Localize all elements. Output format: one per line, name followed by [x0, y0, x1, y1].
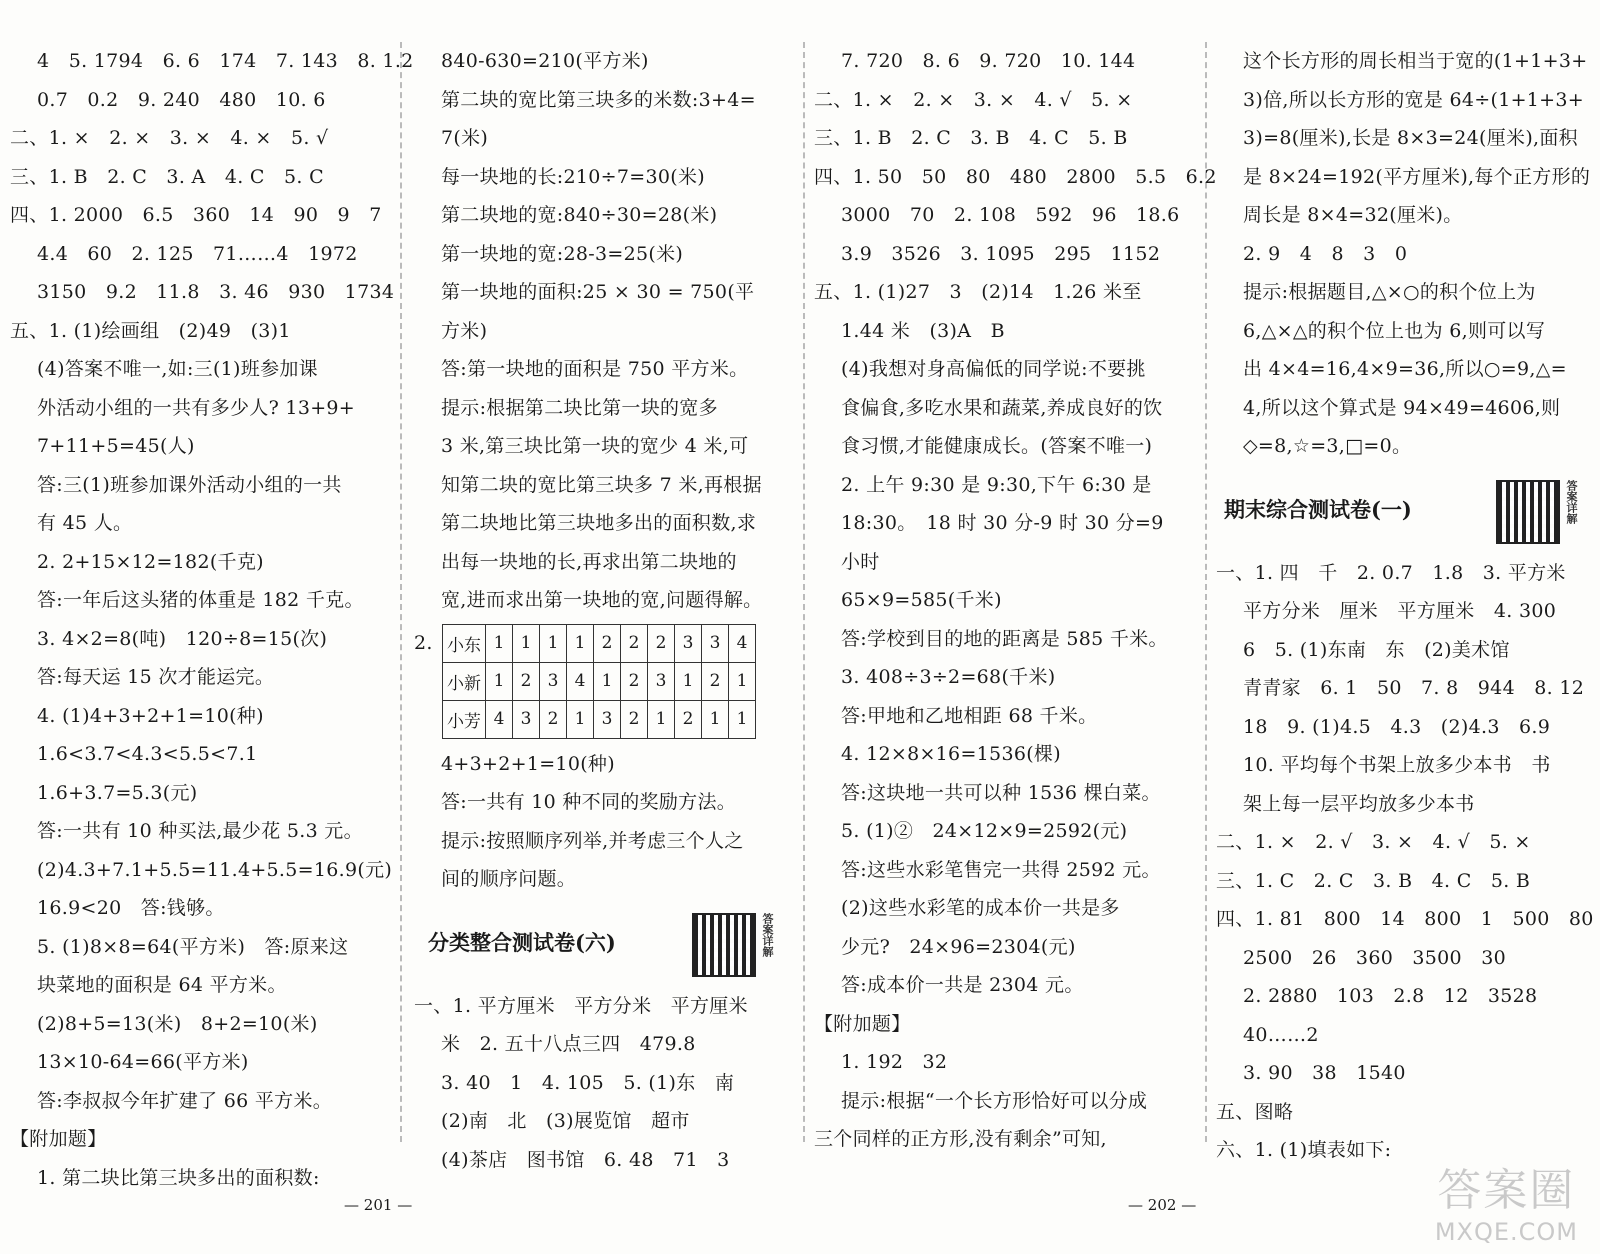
text-line: 4 5. 1794 6. 6 174 7. 143 8. 1.2	[37, 50, 414, 72]
text-line: 提示:根据第二块比第一块的宽多	[441, 396, 718, 419]
table-cell: 1	[486, 624, 513, 662]
text-line: 3)=8(厘米),长是 8×3=24(厘米),面积	[1243, 127, 1578, 149]
table-cell: 3	[648, 662, 675, 700]
text-line: 3150 9.2 11.8 3. 46 930 1734	[37, 281, 395, 303]
table-cell: 3	[513, 700, 540, 738]
text-line: 1.44 米 (3)A B	[841, 319, 1005, 342]
watermark-logo: 答案圈	[1437, 1165, 1576, 1216]
table-cell: 1	[702, 700, 729, 738]
text-line: 五、1. (1)绘画组 (2)49 (3)1	[10, 319, 291, 342]
section-title-text: 期末综合测试卷(一)	[1224, 496, 1412, 522]
column-divider	[803, 42, 805, 1142]
text-line: 架上每一层平均放多少本书	[1243, 792, 1475, 815]
text-line: 4,所以这个算式是 94×49=4606,则	[1243, 396, 1561, 419]
text-line: 1. 192 32	[841, 1051, 948, 1073]
table-row-header: 小东	[443, 624, 486, 662]
text-line: 18 9. (1)4.5 4.3 (2)4.3 6.9	[1243, 715, 1551, 738]
text-line: 1. 第二块比第三块多出的面积数:	[37, 1166, 320, 1189]
text-line: 少元? 24×96=2304(元)	[841, 935, 1076, 958]
table-cell: 4	[729, 624, 756, 662]
table-cell: 3	[594, 700, 621, 738]
text-line: 这个长方形的周长相当于宽的(1+1+3+	[1243, 50, 1588, 72]
table-cell: 4	[567, 662, 594, 700]
text-line: 第二块的宽比第三块多的米数:3+4=	[441, 88, 756, 111]
table-cell: 1	[513, 624, 540, 662]
text-line: 3. 40 1 4. 105 5. (1)东 南	[441, 1071, 735, 1094]
column-divider	[400, 42, 402, 1142]
text-line: 外活动小组的一共有多少人? 13+9+	[37, 396, 356, 419]
text-line: 提示:按照顺序列举,并考虑三个人之	[441, 829, 744, 852]
text-line: 840-630=210(平方米)	[441, 50, 649, 72]
table-cell: 3	[702, 624, 729, 662]
text-line: 小时	[841, 550, 880, 573]
text-line: 答:三(1)班参加课外活动小组的一共	[37, 473, 342, 496]
text-line: 食偏食,多吃水果和蔬菜,养成良好的饮	[841, 396, 1163, 419]
text-line: 周长是 8×4=32(厘米)。	[1243, 204, 1463, 226]
text-line: 3000 70 2. 108 592 96 18.6	[841, 204, 1180, 226]
text-line: 答:这块地一共可以种 1536 棵白菜。	[841, 781, 1161, 804]
table-cell: 2	[594, 624, 621, 662]
text-line: 1.6<3.7<4.3<5.5<7.1	[37, 743, 258, 765]
table-cell: 1	[648, 700, 675, 738]
text-line: 答:李叔叔今年扩建了 66 平方米。	[37, 1089, 333, 1112]
table-cell: 1	[594, 662, 621, 700]
page-number-left: — 201 —	[344, 1196, 413, 1214]
text-line: 7+11+5=45(人)	[37, 435, 195, 457]
table-cell: 3	[675, 624, 702, 662]
text-line: 答:这些水彩笔售完一共得 2592 元。	[841, 858, 1161, 881]
column-4	[1216, 42, 1600, 1170]
text-line: 40……2	[1243, 1023, 1319, 1046]
page-number-right: — 202 —	[1128, 1196, 1197, 1214]
text-line: 3. 4×2=8(吨) 120÷8=15(次)	[37, 627, 328, 650]
text-line: 有 45 人。	[37, 512, 133, 534]
text-line: 平方分米 厘米 平方厘米 4. 300	[1243, 600, 1557, 622]
text-line: 【附加题】	[10, 1128, 107, 1150]
text-line: 2. 2+15×12=182(千克)	[37, 550, 264, 573]
text-line: 三、1. B 2. C 3. B 4. C 5. B	[814, 127, 1128, 149]
text-line: 6 5. (1)东南 东 (2)美术馆	[1243, 638, 1510, 661]
section-title-final	[1216, 466, 1600, 554]
table-cell: 2	[621, 662, 648, 700]
table-cell: 1	[729, 662, 756, 700]
text-line: 4. 12×8×16=1536(棵)	[841, 743, 1061, 765]
text-line: 一、1. 平方厘米 平方分米 平方厘米	[414, 994, 748, 1017]
text-line: 间的顺序问题。	[441, 868, 577, 890]
text-line: 答:一年后这头猪的体重是 182 千克。	[37, 589, 364, 611]
text-line: 出每一块地的长,再求出第二块地的	[441, 550, 737, 573]
column-divider	[1205, 42, 1207, 1142]
table-question-number: 2.	[414, 631, 433, 654]
text-line: 第二块地比第三块地多出的面积数,求	[441, 512, 757, 534]
table-row-header: 小芳	[443, 700, 486, 738]
text-line: 3. 408÷3÷2=68(千米)	[841, 666, 1056, 688]
text-line: 4.4 60 2. 125 71……4 1972	[37, 242, 358, 265]
text-line: 四、1. 2000 6.5 360 14 90 9 7	[10, 204, 382, 226]
reward-table-block	[414, 624, 790, 739]
text-line: 18:30。 18 时 30 分-9 时 30 分=9	[841, 512, 1164, 534]
text-line: (2)4.3+7.1+5.5=11.4+5.5=16.9(元)	[37, 858, 393, 881]
text-line: (2)8+5=13(米) 8+2=10(米)	[37, 1012, 318, 1035]
text-line: 每一块地的长:210÷7=30(米)	[441, 165, 705, 188]
text-line: 答:成本价一共是 2304 元。	[841, 974, 1084, 996]
text-line: 第一块地的面积:25 × 30 = 750(平	[441, 281, 755, 303]
text-line: 0.7 0.2 9. 240 480 10. 6	[37, 88, 326, 111]
text-line: 答:甲地和乙地相距 68 千米。	[841, 704, 1098, 727]
section-title-6	[414, 899, 790, 987]
text-line: 3.9 3526 3. 1095 295 1152	[841, 242, 1161, 265]
watermark	[1435, 1154, 1578, 1246]
qr-code-icon[interactable]	[1496, 480, 1560, 544]
table-cell: 1	[567, 624, 594, 662]
text-line: 是 8×24=192(平方厘米),每个正方形的	[1243, 165, 1591, 188]
text-line: 3 米,第三块比第一块的宽少 4 米,可	[441, 435, 749, 457]
text-line: 三、1. B 2. C 3. A 4. C 5. C	[10, 165, 324, 188]
text-line: 2. 9 4 8 3 0	[1243, 242, 1408, 265]
table-row	[443, 662, 756, 700]
table-cell: 4	[486, 700, 513, 738]
text-line: 二、1. × 2. × 3. × 4. √ 5. ×	[814, 88, 1133, 111]
text-line: 6,△×△的积个位上也为 6,则可以写	[1243, 319, 1546, 342]
qr-label: 答案详解	[1565, 479, 1578, 524]
text-line: 65×9=585(千米)	[841, 589, 1002, 611]
table-cell: 1	[486, 662, 513, 700]
text-line: 2. 2880 103 2.8 12 3528	[1243, 985, 1538, 1007]
text-line: 五、图略	[1216, 1100, 1294, 1123]
text-line: 答:每天运 15 次才能运完。	[37, 666, 275, 688]
table-cell: 2	[621, 700, 648, 738]
text-line: 米 2. 五十八点三四 479.8	[441, 1033, 696, 1055]
text-line: 1.6+3.7=5.3(元)	[37, 781, 198, 804]
text-line: 第一块地的宽:28-3=25(米)	[441, 242, 684, 265]
qr-code-icon[interactable]	[692, 913, 756, 977]
column-2	[414, 42, 790, 1179]
text-line: 13×10-64=66(平方米)	[37, 1051, 249, 1073]
text-line: 提示:根据题目,△×○的积个位上为	[1243, 281, 1536, 303]
text-line: 五、1. (1)27 3 (2)14 1.26 米至	[814, 281, 1142, 303]
text-line: 7. 720 8. 6 9. 720 10. 144	[841, 50, 1136, 72]
text-line: 三、1. C 2. C 3. B 4. C 5. B	[1216, 869, 1531, 892]
text-line: (4)答案不唯一,如:三(1)班参加课	[37, 358, 318, 380]
text-line: 4+3+2+1=10(种)	[441, 752, 615, 775]
table-cell: 2	[621, 624, 648, 662]
text-line: 二、1. × 2. × 3. × 4. × 5. √	[10, 127, 329, 149]
text-line: 答:一共有 10 种买法,最少花 5.3 元。	[37, 820, 363, 842]
table-row	[443, 624, 756, 662]
watermark-url: MXQE.COM	[1434, 1218, 1578, 1246]
page-number-value: 201	[363, 1196, 393, 1214]
page-number-value: 202	[1147, 1196, 1177, 1214]
section-title-text: 分类整合测试卷(六)	[428, 929, 616, 955]
table-cell: 2	[702, 662, 729, 700]
table-cell: 1	[675, 662, 702, 700]
text-line: 第二块地的宽:840÷30=28(米)	[441, 204, 718, 226]
text-line: 一、1. 四 千 2. 0.7 1.8 3. 平方米	[1216, 561, 1566, 584]
table-cell: 3	[540, 662, 567, 700]
text-line: 3. 90 38 1540	[1243, 1062, 1406, 1084]
text-line: 四、1. 50 50 80 480 2800 5.5 6.2	[814, 165, 1217, 188]
text-line: 方米)	[441, 319, 488, 342]
text-line: 【附加题】	[814, 1012, 911, 1035]
text-line: (4)茶店 图书馆 6. 48 71 3	[441, 1148, 730, 1171]
qr-label: 答案详解	[761, 912, 774, 957]
text-line: (4)我想对身高偏低的同学说:不要挑	[841, 358, 1146, 380]
text-line: ◇=8,☆=3,□=0。	[1243, 435, 1412, 457]
text-line: 六、1. (1)填表如下:	[1216, 1139, 1392, 1161]
table-cell: 2	[513, 662, 540, 700]
text-line: 提示:根据“一个长方形恰好可以分成	[841, 1089, 1148, 1112]
table-row-header: 小新	[443, 662, 486, 700]
text-line: 四、1. 81 800 14 800 1 500 80	[1216, 908, 1594, 930]
table-cell: 1	[729, 700, 756, 738]
text-line: 答:第一块地的面积是 750 平方米。	[441, 358, 749, 380]
table-cell: 1	[540, 624, 567, 662]
table-cell: 1	[567, 700, 594, 738]
text-line: 答:学校到目的地的距离是 585 千米。	[841, 627, 1168, 650]
text-line: 块菜地的面积是 64 平方米。	[37, 974, 287, 996]
table-row	[443, 700, 756, 738]
text-line: 16.9<20 答:钱够。	[37, 897, 225, 919]
column-3	[814, 42, 1217, 1159]
text-line: 4. (1)4+3+2+1=10(种)	[37, 704, 264, 727]
text-line: 5. (1)8×8=64(平方米) 答:原来这	[37, 935, 349, 958]
text-line: 二、1. × 2. √ 3. × 4. √ 5. ×	[1216, 831, 1531, 853]
text-line: (2)南 北 (3)展览馆 超市	[441, 1110, 690, 1132]
text-line: 三个同样的正方形,没有剩余”可知,	[814, 1128, 1107, 1150]
text-line: 青青家 6. 1 50 7. 8 944 8. 12	[1243, 677, 1585, 699]
text-line: 5. (1)② 24×12×9=2592(元)	[841, 820, 1128, 842]
reward-table	[442, 624, 756, 739]
text-line: 食习惯,才能健康成长。(答案不唯一)	[841, 435, 1153, 457]
text-line: 2. 上午 9:30 是 9:30,下午 6:30 是	[841, 473, 1152, 496]
text-line: (2)这些水彩笔的成本价一共是多	[841, 897, 1120, 919]
text-line: 10. 平均每个书架上放多少本书 书	[1243, 754, 1551, 776]
table-cell: 2	[648, 624, 675, 662]
text-line: 知第二块的宽比第三块多 7 米,再根据	[441, 473, 762, 496]
column-1	[10, 42, 414, 1197]
text-line: 2500 26 360 3500 30	[1243, 946, 1507, 969]
text-line: 宽,进而求出第一块地的宽,问题得解。	[441, 589, 763, 611]
table-cell: 2	[675, 700, 702, 738]
text-line: 3)倍,所以长方形的宽是 64÷(1+1+3+	[1243, 88, 1585, 111]
text-line: 答:一共有 10 种不同的奖励方法。	[441, 791, 737, 813]
text-line: 出 4×4=16,4×9=36,所以○=9,△=	[1243, 358, 1567, 380]
table-cell: 2	[540, 700, 567, 738]
text-line: 7(米)	[441, 127, 489, 149]
